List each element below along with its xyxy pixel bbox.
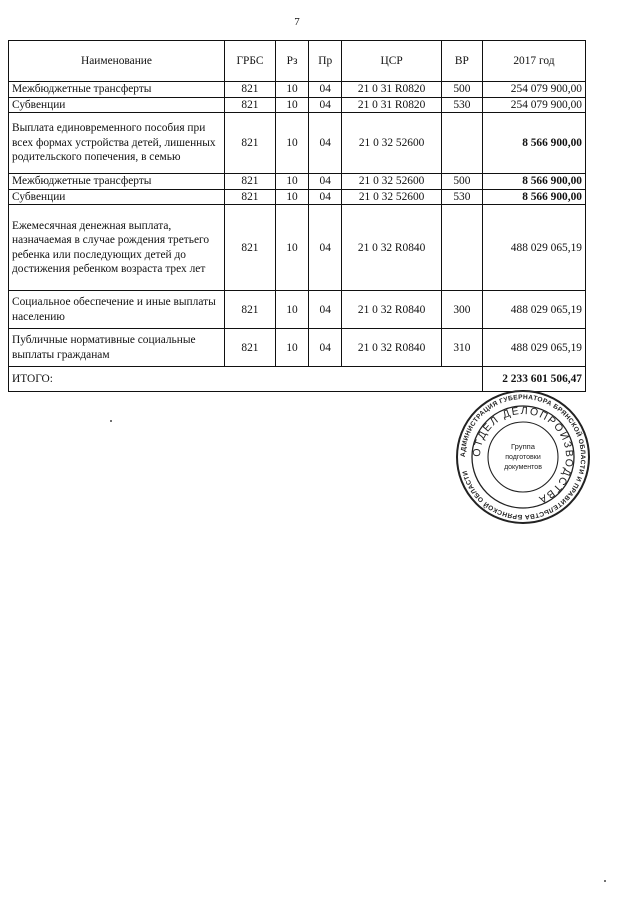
cell-pr: 04 [309,189,342,205]
cell-vr: 310 [441,329,482,367]
cell-name: Межбюджетные трансферты [9,174,225,190]
cell-rz: 10 [275,174,308,190]
cell-sum: 8 566 900,00 [482,174,585,190]
header-sum: 2017 год [482,41,585,82]
cell-pr: 04 [309,97,342,113]
table-row [9,291,586,329]
scan-speck [110,420,112,422]
stamp-center-line-3: документов [504,464,542,471]
cell-sum: 254 079 900,00 [482,97,585,113]
header-rz: Рз [275,41,308,82]
cell-rz: 10 [275,291,308,329]
cell-pr: 04 [309,291,342,329]
cell-rz: 10 [275,113,308,174]
cell-csr: 21 0 32 52600 [342,174,441,190]
cell-rz: 10 [275,97,308,113]
cell-grbs: 821 [224,329,275,367]
cell-sum: 488 029 065,19 [482,291,585,329]
cell-sum: 254 079 900,00 [482,82,585,98]
cell-vr: 500 [441,174,482,190]
cell-pr: 04 [309,82,342,98]
cell-pr: 04 [309,174,342,190]
table-row [9,329,586,367]
cell-name: Выплата единовременного пособия при всех формах устройства детей, лишенных родительского попечения, в семью [9,113,225,174]
cell-rz: 10 [275,205,308,291]
header-pr: Пр [309,41,342,82]
cell-vr: 300 [441,291,482,329]
table-row [9,97,586,113]
cell-vr: 530 [441,189,482,205]
cell-vr [441,205,482,291]
cell-vr: 500 [441,82,482,98]
department-stamp [455,389,591,525]
cell-grbs: 821 [224,97,275,113]
cell-grbs: 821 [224,291,275,329]
cell-vr: 530 [441,97,482,113]
cell-pr: 04 [309,329,342,367]
page-number: 7 [294,16,300,28]
cell-name: Социальное обеспечение и иные выплаты населению [9,291,225,329]
table-row [9,174,586,190]
stamp-middle-text: ОТДЕЛ ДЕЛОПРОИЗВОДСТВА [470,404,576,507]
table-header-row [9,41,586,82]
cell-rz: 10 [275,82,308,98]
total-label: ИТОГО: [9,367,483,392]
budget-table [8,40,586,392]
cell-sum: 488 029 065,19 [482,329,585,367]
cell-grbs: 821 [224,82,275,98]
cell-grbs: 821 [224,205,275,291]
header-grbs: ГРБС [224,41,275,82]
cell-csr: 21 0 32 52600 [342,113,441,174]
cell-vr [441,113,482,174]
cell-csr: 21 0 32 R0840 [342,205,441,291]
cell-sum: 8 566 900,00 [482,189,585,205]
cell-name: Субвенции [9,97,225,113]
cell-name: Публичные нормативные социальные выплаты гражданам [9,329,225,367]
header-csr: ЦСР [342,41,441,82]
cell-pr: 04 [309,205,342,291]
cell-name: Межбюджетные трансферты [9,82,225,98]
table-row [9,82,586,98]
cell-rz: 10 [275,189,308,205]
cell-name: Ежемесячная денежная выплата, назначаемая в случае рождения третьего ребенка или последующих детей до достижения ребенком возраста трех лет [9,205,225,291]
cell-pr: 04 [309,113,342,174]
stamp-center-line-1: Группа [510,442,536,451]
total-sum: 2 233 601 506,47 [482,367,585,392]
cell-sum: 488 029 065,19 [482,205,585,291]
header-vr: ВР [441,41,482,82]
cell-grbs: 821 [224,174,275,190]
cell-rz: 10 [275,329,308,367]
cell-csr: 21 0 32 R0840 [342,291,441,329]
table-row [9,189,586,205]
stamp-center-line-2: подготовки [505,454,541,461]
cell-csr: 21 0 32 52600 [342,189,441,205]
cell-csr: 21 0 32 R0840 [342,329,441,367]
table-row [9,205,586,291]
cell-grbs: 821 [224,189,275,205]
cell-csr: 21 0 31 R0820 [342,82,441,98]
cell-grbs: 821 [224,113,275,174]
stamp-outer-text: АДМИНИСТРАЦИЯ ГУБЕРНАТОРА БРЯНСКОЙ ОБЛАСТИ И ПРАВИТЕЛЬСТВА БРЯНСКОЙ ОБЛАСТИ [459,393,587,521]
scan-speck [604,880,606,882]
cell-csr: 21 0 31 R0820 [342,97,441,113]
cell-name: Субвенции [9,189,225,205]
cell-sum: 8 566 900,00 [482,113,585,174]
table-row [9,113,586,174]
header-name: Наименование [9,41,225,82]
